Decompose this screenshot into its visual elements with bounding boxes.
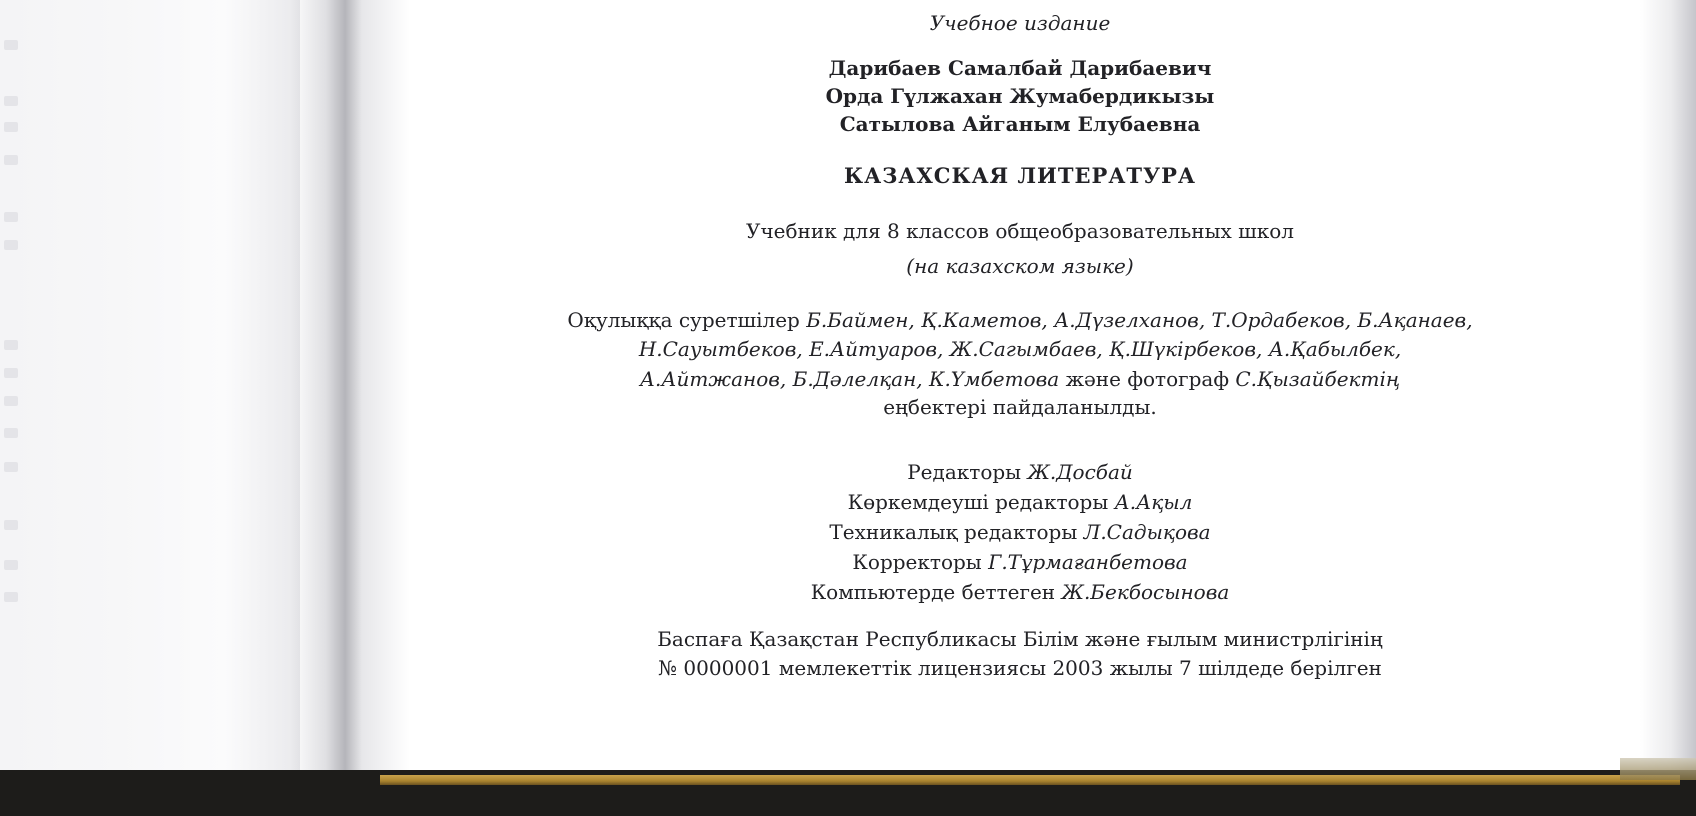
credit-person: А.Ақыл [1114, 490, 1193, 514]
credit-art-editor [380, 489, 1660, 515]
author-name: Орда Гүлжахан Жумабердикызы [825, 84, 1215, 108]
bleed-mark [4, 428, 18, 438]
author-name: Сатылова Айганым Елубаевна [839, 112, 1201, 136]
bleed-mark [4, 340, 18, 350]
bleed-mark [4, 396, 18, 406]
edition-type: Учебное издание [929, 11, 1111, 35]
credit-editor [380, 459, 1660, 485]
illustrators-line-2: Н.Сауытбеков, Е.Айтуаров, Ж.Сагымбаев, Қ.Шүкірбеков, А.Қабылбек, [638, 337, 1402, 361]
cover-gold-trim [380, 775, 1680, 785]
credit-person: Ж.Досбай [1027, 460, 1133, 484]
bleed-mark [4, 592, 18, 602]
credit-person: Г.Тұрмағанбетова [988, 550, 1188, 574]
bleed-mark [4, 212, 18, 222]
credit-role: Корректоры [852, 550, 989, 574]
left-page-bleed-marks [0, 0, 30, 700]
illustrator-names: Б.Баймен, Қ.Каметов, А.Дүзелханов, Т.Ордабеков, Б.Ақанаев, [806, 308, 1473, 332]
credit-role: Редакторы [907, 460, 1028, 484]
license-line-2: № 0000001 мемлекеттік лицензиясы 2003 жылы 7 шілдеде берілген [658, 656, 1382, 680]
credit-role: Техникалық редакторы [829, 520, 1084, 544]
credit-technical-editor [380, 519, 1660, 545]
bleed-mark [4, 96, 18, 106]
credit-layout [380, 579, 1660, 605]
bleed-mark [4, 155, 18, 165]
language-note: (на казахском языке) [906, 254, 1134, 278]
illustrators-prefix: Оқулыққа суретшілер [567, 308, 807, 332]
credit-person: Л.Садықова [1083, 520, 1211, 544]
book-title: КАЗАХСКАЯ ЛИТЕРАТУРА [843, 163, 1196, 188]
illustrators-line-3 [380, 366, 1660, 392]
credit-proofreader [380, 549, 1660, 575]
credit-role: Көркемдеуші редакторы [847, 490, 1115, 514]
bleed-mark [4, 560, 18, 570]
illustrators-line-4: еңбектері пайдаланылды. [883, 395, 1157, 419]
bleed-mark [4, 520, 18, 530]
credit-role: Компьютерде беттеген [810, 580, 1062, 604]
bleed-mark [4, 240, 18, 250]
credit-person: Ж.Бекбосынова [1061, 580, 1230, 604]
photographer-name: С.Қызайбектің [1235, 367, 1401, 391]
bleed-mark [4, 368, 18, 378]
bleed-mark [4, 122, 18, 132]
book-subtitle: Учебник для 8 классов общеобразовательных школ [745, 219, 1294, 243]
author-name: Дарибаев Самалбай Дарибаевич [828, 56, 1212, 80]
bleed-mark [4, 462, 18, 472]
illustrators-join: және фотограф [1059, 367, 1236, 391]
license-line-1: Баспаға Қазақстан Республикасы Білім және ғылым министрлігінің [657, 627, 1383, 651]
illustrator-names: А.Айтжанов, Б.Дәлелқан, К.Үмбетова [639, 367, 1060, 391]
left-facing-page [0, 0, 300, 770]
cover-corner [1620, 758, 1696, 780]
bleed-mark [4, 40, 18, 50]
illustrators-line-1 [380, 307, 1660, 333]
